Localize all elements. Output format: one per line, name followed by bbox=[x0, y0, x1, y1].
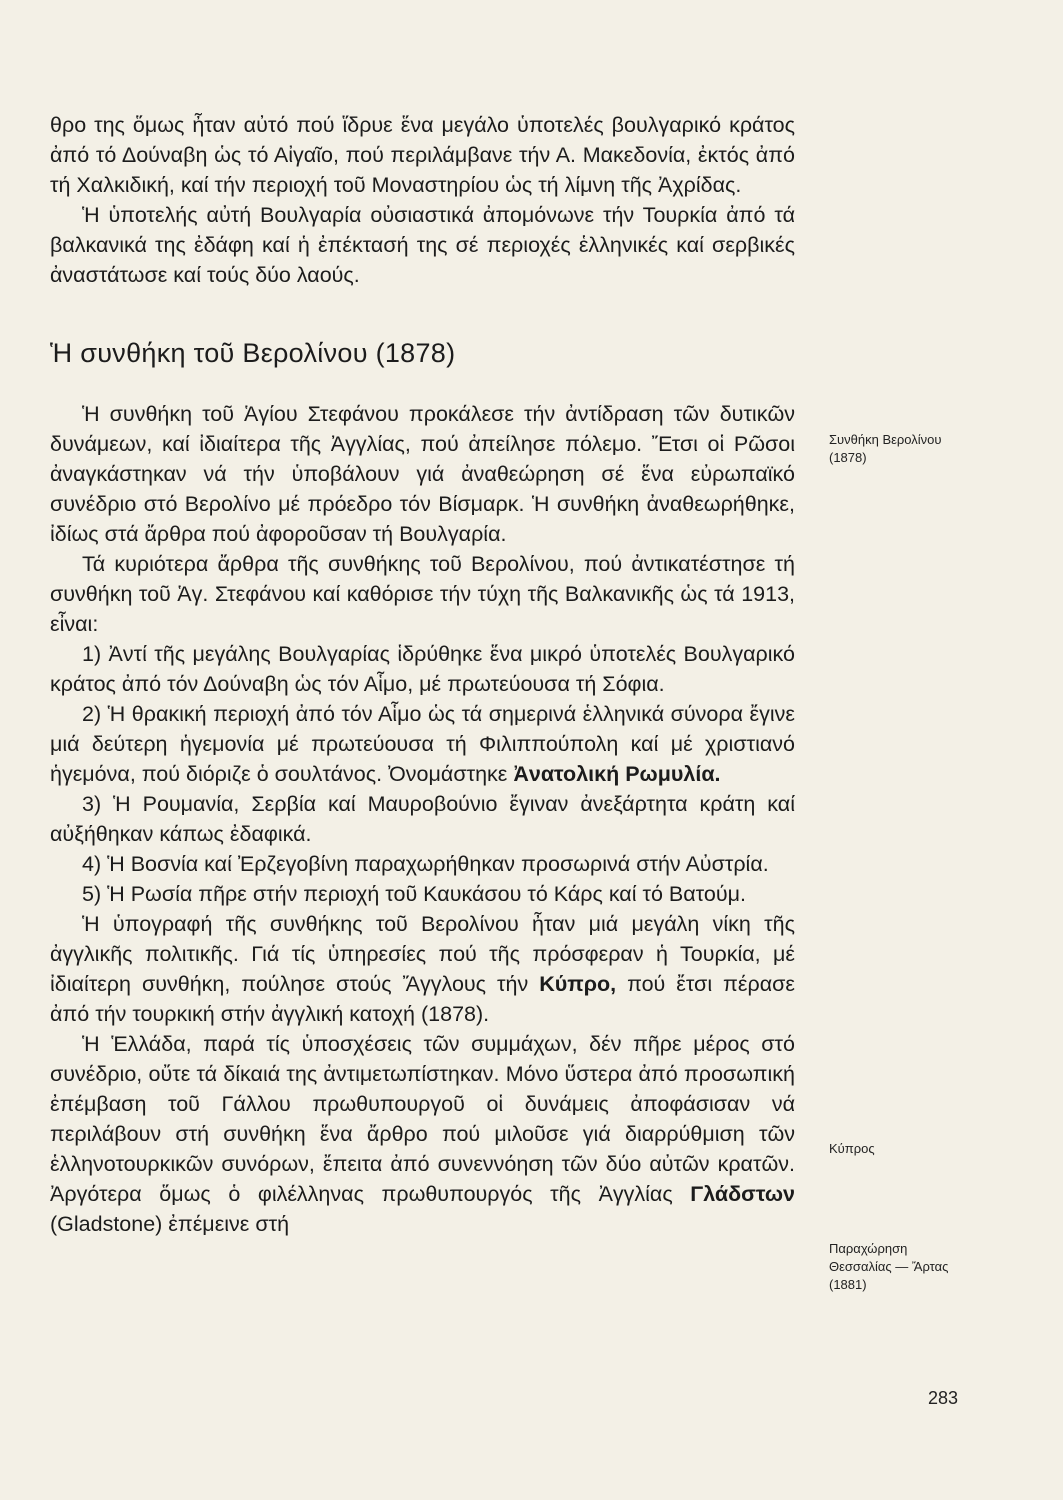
intro-paragraph-1: θρο της ὅμως ἦταν αὐτό πού ἵδρυε ἕνα μεγάλο ὑποτελές βουλγαρικό κράτος ἀπό τό Δούναβη ὡς τό Αἰγαῖο, πού περιλάμβανε τήν Α. Μακεδονία, ἐκτός ἀπό τή Χαλκιδική, καί τήν περιοχή τοῦ Μοναστηρίου ὡς τή λίμνη τῆς Ἀχρίδας. bbox=[50, 113, 795, 197]
article-item-2 bbox=[50, 699, 795, 789]
margin-note-berlin-line2: (1878) bbox=[829, 450, 867, 465]
margin-note-thessaly bbox=[829, 1240, 999, 1294]
article-item-2-bold: Ἀνατολική Ρωμυλία. bbox=[513, 762, 721, 786]
margin-note-cyprus-line: Κύπρος bbox=[829, 1141, 875, 1156]
section-heading: Ἡ συνθήκη τοῦ Βερολίνου (1878) bbox=[50, 338, 456, 368]
cyprus-bold: Κύπρο, bbox=[539, 972, 617, 996]
article-item-4: 4) Ἡ Βοσνία καί Ἐρζεγοβίνη παραχωρήθηκαν προσωρινά στήν Αὐστρία. bbox=[82, 852, 769, 876]
margin-note-thessaly-line2: Θεσσαλίας — Ἄρτας bbox=[829, 1259, 949, 1274]
article-item-1: 1) Ἀντί τῆς μεγάλης Βουλγαρίας ἱδρύθηκε ἕνα μικρό ὑποτελές Βουλγαρικό κράτος ἀπό τόν Δούναβη ὡς τόν Αἷμο, μέ πρωτεύουσα τή Σόφια. bbox=[50, 642, 795, 696]
gladstone-bold: Γλάδστων bbox=[690, 1182, 795, 1206]
page-number: 283 bbox=[928, 1388, 959, 1408]
section-paragraph-3-b: πού ἔτσι πέρασε ἀπό τήν τουρκική στήν ἀγγλική κατοχή (1878). bbox=[50, 972, 795, 1026]
section-paragraph-4-a: Ἡ Ἑλλάδα, παρά τίς ὑποσχέσεις τῶν συμμάχων, δέν πῆρε μέρος στό συνέδριο, οὔτε τά δίκαιά της ἀντιμετωπίστηκαν. Μόνο ὕστερα ἀπό προσωπική ἐπέμβαση τοῦ Γάλλου πρωθυπουργοῦ οἱ δυνάμεις ἀποφάσισαν νά περιλάβουν στή συνθήκη ἕνα ἄρθρο πού μιλοῦσε γιά διαρρύθμιση τῶν ἑλληνοτουρκικῶν συνόρων, ἔπειτα ἀπό συνεννόηση τῶν δύο αὐτῶν κρατῶν. Ἀργότερα ὅμως ὁ φιλέλληνας πρωθυπουργός τῆς Ἀγγλίας bbox=[50, 1032, 795, 1206]
main-text-column bbox=[50, 110, 795, 1239]
margin-note-thessaly-line3: (1881) bbox=[829, 1277, 867, 1292]
article-item-5: 5) Ἡ Ρωσία πῆρε στήν περιοχή τοῦ Καυκάσου τό Κάρς καί τό Βατούμ. bbox=[82, 882, 746, 906]
section-paragraph-4-b: (Gladstone) ἐπέμεινε στή bbox=[50, 1212, 290, 1236]
section-paragraph-4 bbox=[50, 1029, 795, 1239]
intro-paragraph-2: Ἡ ὑποτελής αὐτή Βουλγαρία οὐσιαστικά ἀπομόνωνε τήν Τουρκία ἀπό τά βαλκανικά της ἐδάφη καί ἡ ἐπέκτασή της σέ περιοχές ἑλληνικές καί σερβικές ἀναστάτωσε καί τούς δύο λαούς. bbox=[50, 203, 795, 287]
margin-note-cyprus bbox=[829, 1140, 999, 1158]
margin-note-thessaly-line1: Παραχώρηση bbox=[829, 1241, 908, 1256]
article-item-2-text: 2) Ἡ θρακική περιοχή ἀπό τόν Αἷμο ὡς τά σημερινά ἑλληνικά σύνορα ἔγινε μιά δεύτερη ἡγεμονία μέ πρωτεύουσα τή Φιλιππούπολη καί μέ χριστιανό ἡγεμόνα, πού διόριζε ὁ σουλτάνος. Ὀνομάστηκε bbox=[50, 702, 795, 786]
article-item-3: 3) Ἡ Ρουμανία, Σερβία καί Μαυροβούνιο ἔγιναν ἀνεξάρτητα κράτη καί αὐξήθηκαν κάπως ἐδαφικά. bbox=[50, 792, 795, 846]
section-paragraph-1: Ἡ συνθήκη τοῦ Ἁγίου Στεφάνου προκάλεσε τήν ἀντίδραση τῶν δυτικῶν δυνάμεων, καί ἰδιαίτερα τῆς Ἀγγλίας, πού ἀπείλησε πόλεμο. Ἔτσι οἱ Ρῶσοι ἀναγκάστηκαν νά τήν ὑποβάλουν γιά ἀναθεώρηση σέ ἕνα εὐρωπαϊκό συνέδριο στό Βερολίνο μέ πρόεδρο τόν Βίσμαρκ. Ἡ συνθήκη ἀναθεωρήθηκε, ἰδίως στά ἄρθρα πού ἀφοροῦσαν τή Βουλγαρία. bbox=[50, 402, 795, 546]
margin-note-berlin-line1: Συνθήκη Βερολίνου bbox=[829, 432, 942, 447]
section-paragraph-3 bbox=[50, 909, 795, 1029]
margin-note-berlin bbox=[829, 431, 999, 467]
section-paragraph-3-a: Ἡ ὑπογραφή τῆς συνθήκης τοῦ Βερολίνου ἦταν μιά μεγάλη νίκη τῆς ἀγγλικῆς πολιτικῆς. Γιά τίς ὑπηρεσίες πού τῆς πρόσφεραν ἡ Τουρκία, μέ ἰδιαίτερη συνθήκη, πούλησε στούς Ἄγγλους τήν bbox=[50, 912, 795, 996]
section-paragraph-2: Τά κυριότερα ἄρθρα τῆς συνθήκης τοῦ Βερολίνου, πού ἀντικατέστησε τή συνθήκη τοῦ Ἁγ. Στεφάνου καί καθόρισε τήν τύχη τῆς Βαλκανικῆς ὡς τά 1913, εἶναι: bbox=[50, 552, 795, 636]
